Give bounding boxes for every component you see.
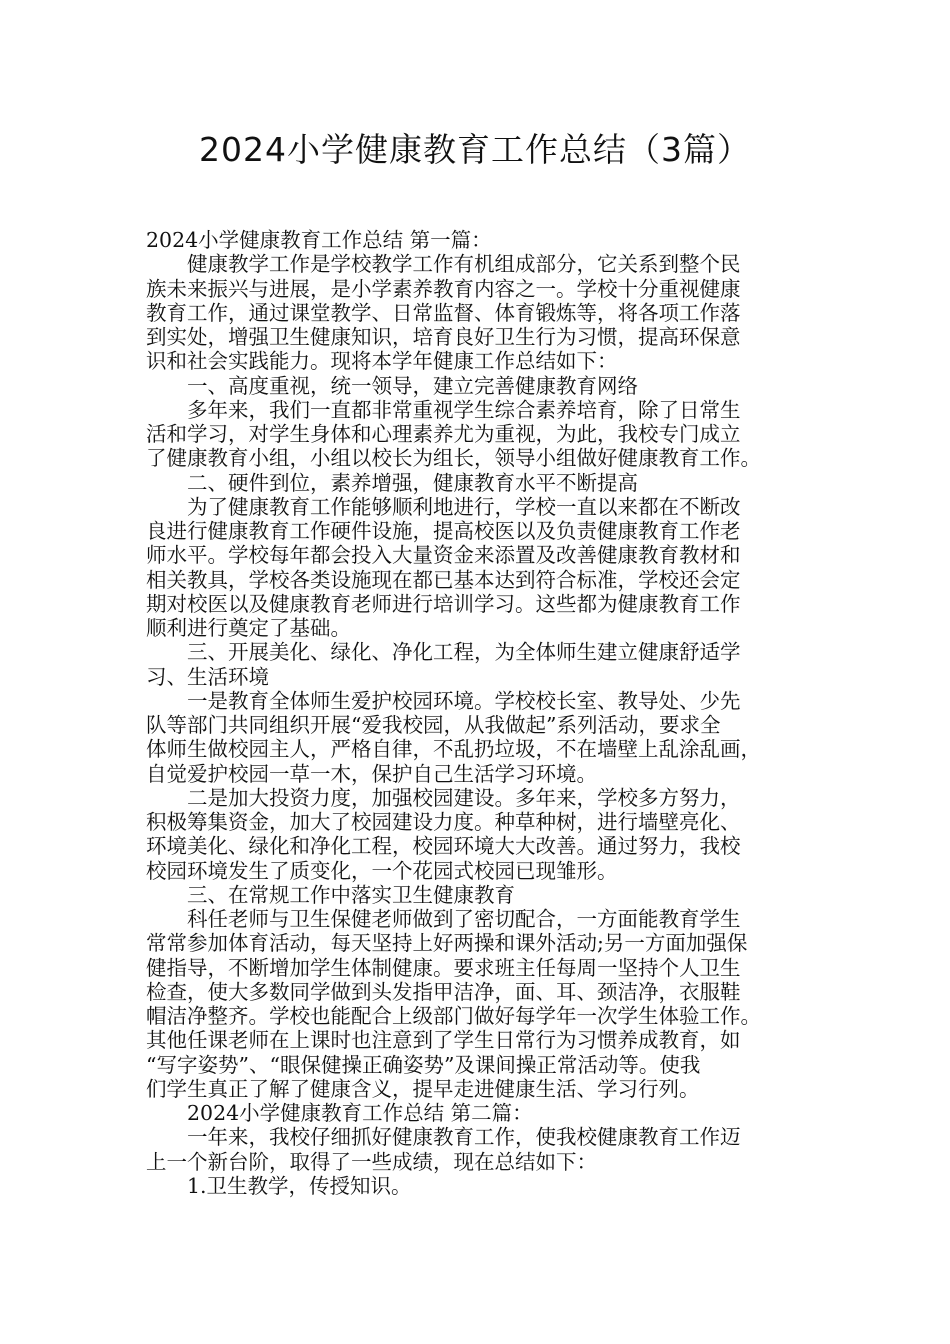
text-line: 一是教育全体师生爱护校园环境。学校校长室、教导处、少先 [187,688,741,713]
text-line: 队等部门共同组织开展“爱我校园，从我做起”系列活动，要求全 [146,713,721,737]
text-line: 顺利进行奠定了基础。 [146,616,351,640]
text-line: 帽洁净整齐。学校也能配合上级部门做好每学年一次学生体验工作。 [146,1004,761,1028]
text-line: 一、高度重视，统一领导，建立完善健康教育网络 [187,373,638,398]
text-line: 为了健康教育工作能够顺利地进行，学校一直以来都在不断改 [187,494,741,519]
text-line: 到实处，增强卫生健康知识，培育良好卫生行为习惯，提高环保意 [146,325,741,349]
text-line: 一年来，我校仔细抓好健康教育工作，使我校健康教育工作迈 [187,1125,741,1150]
document-body [146,228,814,1198]
text-line: 良进行健康教育工作硬件设施，提高校医以及负责健康教育工作老 [146,519,741,543]
text-line: 检查，使大多数同学做到头发指甲洁净，面、耳、颈洁净，衣服鞋 [146,979,741,1004]
text-line: 师水平。学校每年都会投入大量资金来添置及改善健康教育教材和 [146,543,741,568]
text-line: 了健康教育小组，小组以校长为组长，领导小组做好健康教育工作。 [146,446,761,471]
text-line: 2024小学健康教育工作总结 第二篇： [187,1101,533,1125]
text-line: 二、硬件到位，素养增强，健康教育水平不断提高 [187,470,638,495]
text-line: 族未来振兴与进展，是小学素养教育内容之一。学校十分重视健康 [146,276,741,301]
text-line: 健指导，不断增加学生体制健康。要求班主任每周一坚持个人卫生 [146,955,741,980]
text-line: 们学生真正了解了健康含义，提早走进健康生活、学习行列。 [146,1076,700,1101]
text-line: 环境美化、绿化和净化工程，校园环境大大改善。通过努力，我校 [146,834,741,859]
text-line: 期对校医以及健康教育老师进行培训学习。这些都为健康教育工作 [146,591,741,616]
text-line: 识和社会实践能力。现将本学年健康工作总结如下： [146,349,618,374]
text-line: 自觉爱护校园一草一木，保护自己生活学习环境。 [146,761,597,786]
text-line: 科任老师与卫生保健老师做到了密切配合，一方面能教育学生 [187,907,741,931]
text-line: 二是加大投资力度，加强校园建设。多年来，学校多方努力， [187,785,741,810]
text-line: 三、开展美化、绿化、净化工程，为全体师生建立健康舒适学 [187,640,741,665]
text-line: 常常参加体育活动，每天坚持上好两操和课外活动;另一方面加强保 [146,931,748,956]
text-line: 1.卫生教学，传授知识。 [187,1173,412,1198]
text-line: 健康教学工作是学校教学工作有机组成部分，它关系到整个民 [187,252,741,277]
text-line: 其他任课老师在上课时也注意到了学生日常行为习惯养成教育，如 [146,1028,741,1053]
document-title: 2024小学健康教育工作总结（3篇） [199,130,751,169]
text-line: 积极筹集资金，加大了校园建设力度。种草种树，进行墙壁亮化、 [146,810,741,834]
text-line: 相关教具，学校各类设施现在都已基本达到符合标准，学校还会定 [146,567,741,592]
text-line: 教育工作，通过课堂教学、日常监督、体育锻炼等，将各项工作落 [146,300,741,325]
text-line: 活和学习，对学生身体和心理素养尤为重视，为此，我校专门成立 [146,422,741,446]
text-line: 多年来，我们一直都非常重视学生综合素养培育，除了日常生 [187,397,741,422]
text-line: 三、在常规工作中落实卫生健康教育 [187,882,515,907]
text-line: 习、生活环境 [146,664,269,689]
text-line: 校园环境发生了质变化，一个花园式校园已现雏形。 [146,858,618,883]
text-line: 体师生做校园主人，严格自律，不乱扔垃圾，不在墙壁上乱涂乱画， [146,737,761,762]
text-line: “写字姿势”、“眼保健操正确姿势”及课间操正常活动等。使我 [146,1052,701,1077]
text-line: 上一个新台阶，取得了一些成绩，现在总结如下： [146,1149,597,1174]
text-line: 2024小学健康教育工作总结 第一篇： [146,228,492,252]
